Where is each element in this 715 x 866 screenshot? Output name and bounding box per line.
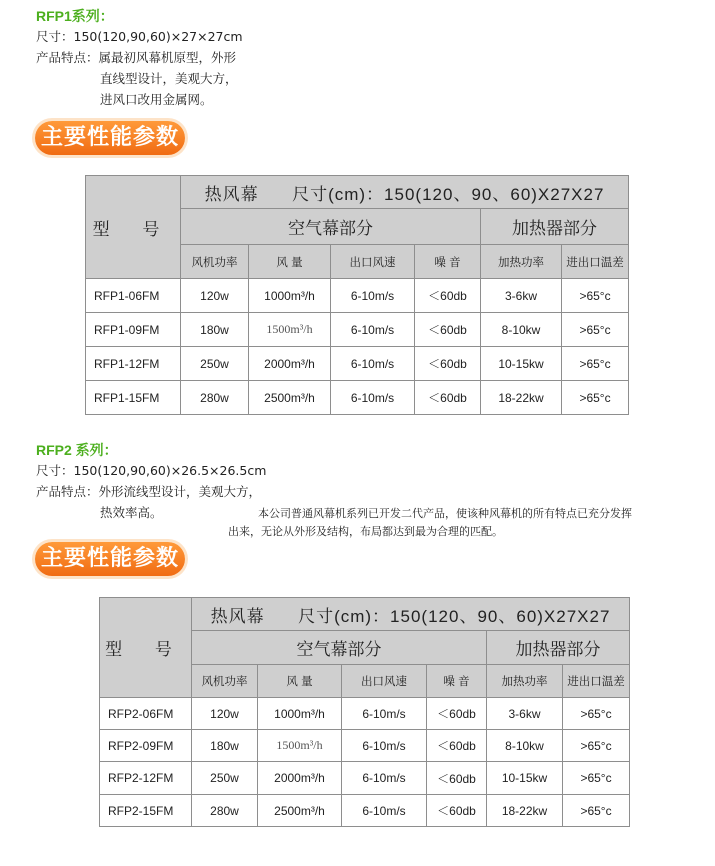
airflow-cell: 2000m³/h [249,347,331,381]
temp-diff-cell: >65°c [563,795,630,827]
table-title-row [192,598,630,631]
spec-table-rfp2 [99,597,630,827]
column-header: 进出口温差 [562,245,629,279]
temp-diff-cell: >65°c [563,762,630,795]
heat-power-cell: 18-22kw [487,795,563,827]
noise-cell: ＜60db [427,795,487,827]
note-line: 出来，无论从外形及结构，布局都达到最为合理的匹配。 [228,525,503,538]
airflow-cell: 1500m³/h [258,730,342,762]
feature-label: 产品特点： [36,484,99,499]
model-cell: RFP2-15FM [100,795,192,827]
table-row [86,347,629,381]
table-title-row [181,176,629,209]
table-size-label: 尺寸(cm)：150(120、90、60)X27X27 [298,606,611,626]
noise-cell: ＜60db [427,698,487,730]
airflow-cell: 2500m³/h [258,795,342,827]
model-cell: RFP1-09FM [86,313,181,347]
model-cell: RFP2-06FM [100,698,192,730]
column-header: 加热功率 [481,245,562,279]
power-cell: 250w [192,762,258,795]
temp-diff-cell: >65°c [562,381,629,415]
temp-diff-cell: >65°c [563,730,630,762]
speed-cell: 6-10m/s [331,313,415,347]
noise-cell: ＜60db [415,347,481,381]
speed-cell: 6-10m/s [342,698,427,730]
heat-power-cell: 8-10kw [481,313,562,347]
power-cell: 180w [192,730,258,762]
feature-label: 产品特点： [36,50,99,65]
noise-cell: ＜60db [415,313,481,347]
feature-line: 进风口改用金属网。 [100,92,213,107]
model-cell: RFP2-12FM [100,762,192,795]
heat-power-cell: 10-15kw [487,762,563,795]
series-title-rfp2: RFP2 系列： [36,442,118,458]
size-label: 尺寸： [36,463,74,478]
column-header: 噪 音 [427,665,487,698]
column-header: 风 量 [258,665,342,698]
column-header: 加热功率 [487,665,563,698]
column-header: 风机功率 [181,245,249,279]
power-cell: 280w [181,381,249,415]
table-row [100,698,630,730]
size-value: 150(120,90,60)×26.5×26.5cm [73,463,267,478]
heat-power-cell: 10-15kw [481,347,562,381]
noise-cell: ＜60db [415,279,481,313]
group-air-header: 空气幕部分 [181,209,481,245]
column-header: 出口风速 [331,245,415,279]
feature-line: 外形流线型设计，美观大方， [98,484,262,499]
column-header: 噪 音 [415,245,481,279]
column-header: 出口风速 [342,665,427,698]
series-title-rfp1: RFP1系列： [36,8,114,24]
airflow-cell: 2500m³/h [249,381,331,415]
table-size-label: 尺寸(cm)：150(120、90、60)X27X27 [292,184,605,204]
speed-cell: 6-10m/s [331,381,415,415]
model-cell: RFP1-06FM [86,279,181,313]
temp-diff-cell: >65°c [562,313,629,347]
airflow-cell: 2000m³/h [258,762,342,795]
section-badge: 主要性能参数 [35,542,185,576]
speed-cell: 6-10m/s [331,279,415,313]
airflow-cell: 1000m³/h [249,279,331,313]
company-note [228,505,632,541]
heat-power-cell: 3-6kw [487,698,563,730]
speed-cell: 6-10m/s [342,762,427,795]
group-heat-header: 加热器部分 [481,209,629,245]
series-info-rfp1 [36,26,243,110]
power-cell: 180w [181,313,249,347]
speed-cell: 6-10m/s [342,795,427,827]
model-cell: RFP2-09FM [100,730,192,762]
power-cell: 280w [192,795,258,827]
heat-power-cell: 18-22kw [481,381,562,415]
table-title: 热风幕 [210,606,265,626]
heat-power-cell: 3-6kw [481,279,562,313]
section-badge: 主要性能参数 [35,121,185,155]
model-cell: RFP1-15FM [86,381,181,415]
speed-cell: 6-10m/s [342,730,427,762]
power-cell: 250w [181,347,249,381]
noise-cell: ＜60db [415,381,481,415]
size-label: 尺寸： [36,29,74,44]
column-header: 风机功率 [192,665,258,698]
column-header: 进出口温差 [563,665,630,698]
temp-diff-cell: >65°c [563,698,630,730]
speed-cell: 6-10m/s [331,347,415,381]
feature-line: 热效率高。 [100,505,163,520]
heat-power-cell: 8-10kw [487,730,563,762]
group-heat-header: 加热器部分 [487,631,630,665]
model-header: 型 号 [100,598,192,698]
table-row [100,762,630,795]
power-cell: 120w [181,279,249,313]
table-row [86,313,629,347]
table-row [100,730,630,762]
table-row [100,795,630,827]
size-value: 150(120,90,60)×27×27cm [73,29,243,44]
airflow-cell: 1500m³/h [249,313,331,347]
column-header: 风 量 [249,245,331,279]
noise-cell: ＜60db [427,762,487,795]
model-header: 型 号 [86,176,181,279]
feature-line: 属最初风幕机原型，外形 [98,50,237,65]
temp-diff-cell: >65°c [562,347,629,381]
group-air-header: 空气幕部分 [192,631,487,665]
note-line: 本公司普通风幕机系列已开发二代产品，使该种风幕机的所有特点已充分发挥 [258,507,632,520]
model-cell: RFP1-12FM [86,347,181,381]
temp-diff-cell: >65°c [562,279,629,313]
noise-cell: ＜60db [427,730,487,762]
airflow-cell: 1000m³/h [258,698,342,730]
table-title: 热风幕 [204,184,259,204]
table-row [86,279,629,313]
feature-line: 直线型设计，美观大方， [100,71,238,86]
spec-table-rfp1 [85,175,629,415]
power-cell: 120w [192,698,258,730]
table-row [86,381,629,415]
